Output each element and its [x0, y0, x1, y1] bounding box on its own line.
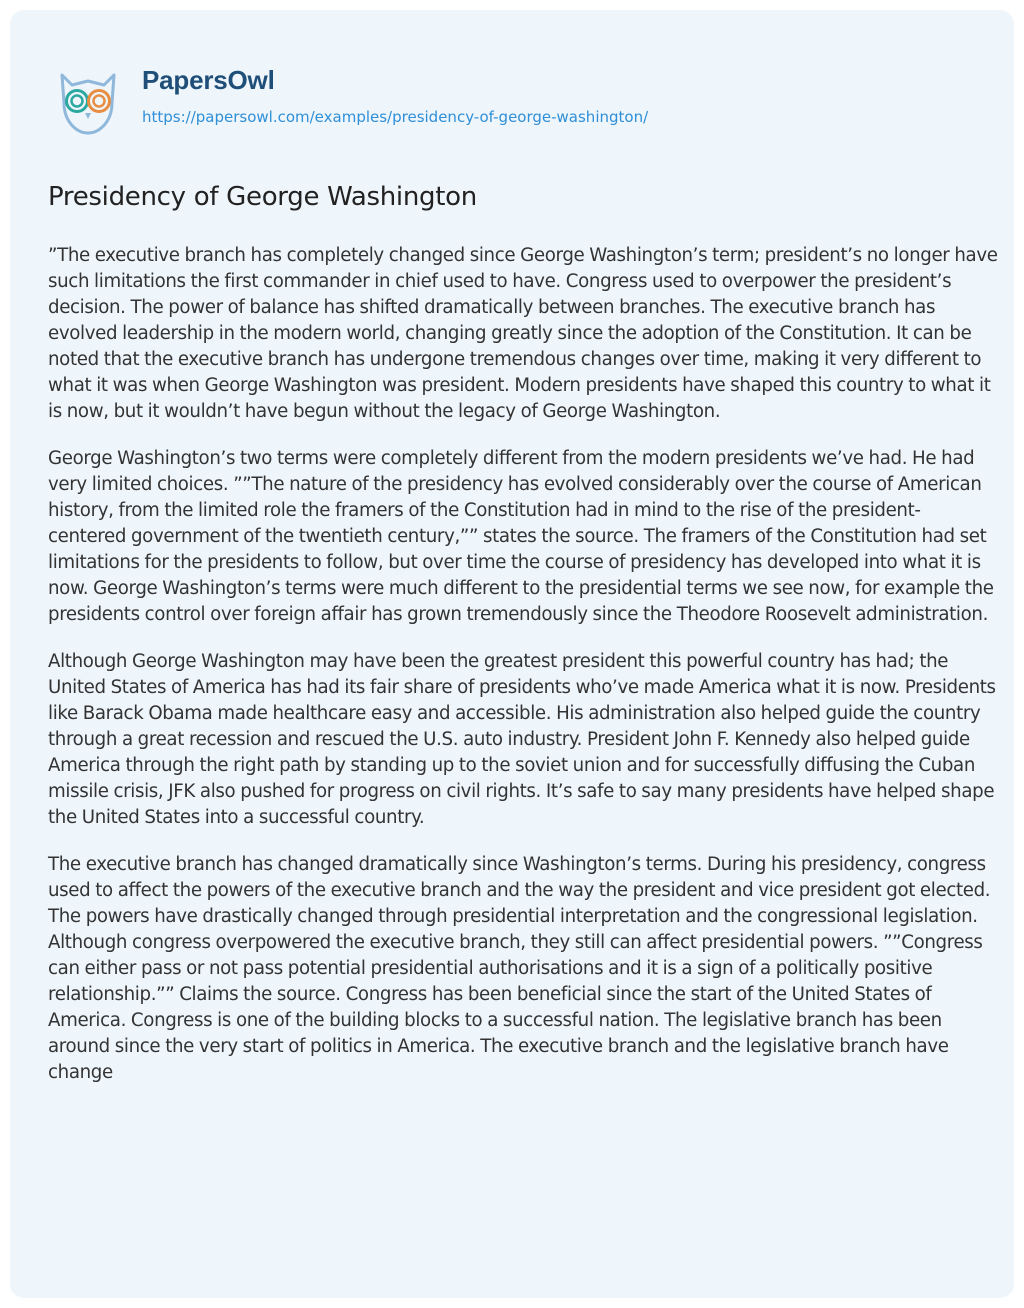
- body-paragraph: George Washington’s two terms were completely different from the modern presidents we’ve had. He had very limited choices. ””The nature of the presidency has evolved considerably over the course of American history, from the limited role the framers of the Constitution had in mind to the rise of the president-centered government of the twentieth century,”” states the source. The framers of the Constitution had set limitations for the presidents to follow, but over time the course of presidency has developed into what it is now. George Washington’s terms were much different to the presidential terms we see now, for example the presidents control over foreign affair has grown tremendously since the Theodore Roosevelt administration.: [48, 448, 994, 625]
- body-paragraph: ”The executive branch has completely changed since George Washington’s term; president’s no longer have such limitations the first commander in chief used to have. Congress used to overpower the president’s decision. The power of balance has shifted dramatically between branches. The executive branch has evolved leadership in the modern world, changing greatly since the adoption of the Constitution. It can be noted that the executive branch has undergone tremendous changes over time, making it very different to what it was when George Washington was president. Modern presidents have shaped this country to what it is now, but it wouldn’t have begun without the legacy of George Washington.: [48, 245, 998, 422]
- brand-header: [50, 63, 648, 139]
- brand-text: [142, 65, 648, 127]
- document-body: [48, 243, 998, 1107]
- source-url-link[interactable]: https://papersowl.com/examples/presidency-of-george-washington/: [142, 108, 649, 126]
- document-page: [10, 10, 1014, 1298]
- brand-name[interactable]: PapersOwl: [142, 65, 275, 95]
- owl-logo-icon: [50, 63, 126, 139]
- document-title: Presidency of George Washington: [48, 182, 477, 212]
- body-paragraph: Although George Washington may have been the greatest president this powerful country has had; the United States of America has had its fair share of presidents who’ve made America what it is now. Presidents like Barack Obama made healthcare easy and accessible. His administration also helped guide the country through a great recession and rescued the U.S. auto industry. President John F. Kennedy also helped guide America through the right path by standing up to the soviet union and for successfully diffusing the Cuban missile crisis, JFK also pushed for progress on civil rights. It’s safe to say many presidents have helped shape the United States into a successful country.: [48, 651, 996, 828]
- body-paragraph: The executive branch has changed dramatically since Washington’s terms. During his presidency, congress used to affect the powers of the executive branch and the way the president and vice president got elected. The powers have drastically changed through presidential interpretation and the congressional legislation. Although congress overpowered the executive branch, they still can affect presidential powers. ””Congress can either pass or not pass potential presidential authorisations and it is a sign of a politically positive relationship.”” Claims the source. Congress has been beneficial since the start of the United States of America. Congress is one of the building blocks to a successful nation. The legislative branch has been around since the very start of politics in America. The executive branch and the legislative branch have change: [48, 854, 991, 1083]
